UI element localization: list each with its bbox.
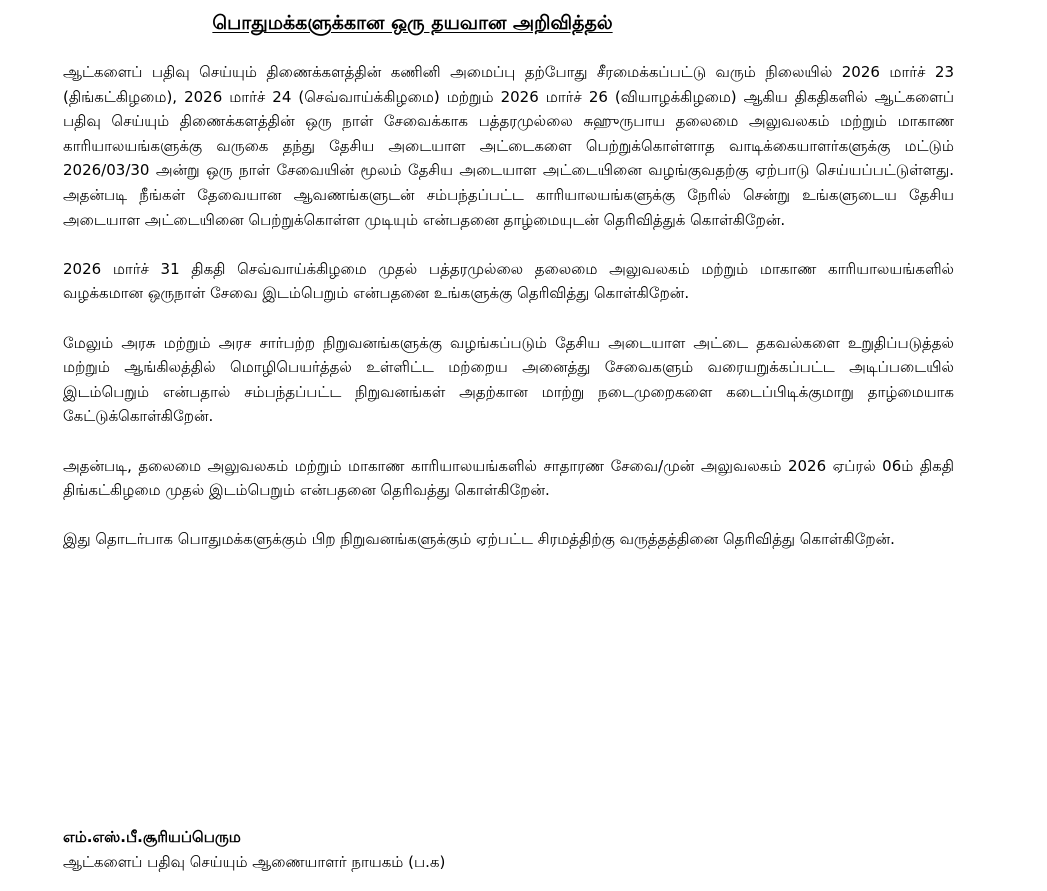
paragraph-one-day-service: ஆட்களைப் பதிவு செய்யும் திணைக்களத்தின் கணினி அமைப்பு தற்போது சீரமைக்கப்பட்டு வரும் நிலையில் 2026 மார்ச் 23 (திங்கட்கிழமை), 2026 மார்ச் 24 (செவ்வாய்க்கிழமை) மற்றும் 2026 மார்ச் 26 (வியாழக்கிழமை) ஆகிய திகதிகளில் ஆட்களைப் பதிவு செய்யும் திணைக்களத்தின் ஒரு நாள் சேவைக்காக பத்தரமுல்லை சுஹுருபாய தலைமை அலுவலகம் மற்றும் மாகாண காரியாலயங்களுக்கு வருகை தந்து தேசிய அடையாள அட்டைகளை பெற்றுக்கொள்ளாத வாடிக்கையாளர்களுக்கு மட்டும் 2026/03/30 அன்று ஒரு நாள் சேவையின் மூலம் தேசிய அடையாள அட்டையினை வழங்குவதற்கு ஏற்பாடு செய்யப்பட்டுள்ளது. அதன்படி நீங்கள் தேவையான ஆவணங்களுடன் சம்பந்தப்பட்ட காரியாலயங்களுக்கு நேரில் சென்று உங்களுடைய தேசிய அடையாள அட்டையினை பெற்றுக்கொள்ள முடியும் என்பதனை தாழ்மையுடன் தெரிவித்துக் கொள்கிறேன். — [63, 63, 954, 229]
notice-body — [63, 60, 954, 576]
signatory-designation: ஆட்களைப் பதிவு செய்யும் ஆணையாளர் நாயகம் (ப.க) — [63, 853, 446, 871]
signature-block — [63, 825, 445, 875]
paragraph-regular-service: 2026 மார்ச் 31 திகதி செவ்வாய்க்கிழமை முதல் பத்தரமுல்லை தலைமை அலுவலகம் மற்றும் மாகாண காரியாலயங்களில் வழக்கமான ஒருநாள் சேவை இடம்பெறும் என்பதனை உங்களுக்கு தெரிவித்து கொள்கிறேன். — [63, 259, 954, 303]
paragraph-front-office: அதன்படி, தலைமை அலுவலகம் மற்றும் மாகாண காரியாலயங்களில் சாதாரண சேவை/முன் அலுவலகம் 2026 ஏப்ரல் 06ம் திகதி திங்கட்கிழமை முதல் இடம்பெறும் என்பதனை தெரிவத்து கொள்கிறேன். — [63, 456, 954, 500]
paragraph-institution-services: மேலும் அரசு மற்றும் அரச சார்பற்ற நிறுவனங்களுக்கு வழங்கப்படும் தேசிய அடையாள அட்டை தகவல்களை உறுதிப்படுத்தல் மற்றும் ஆங்கிலத்தில் மொழிபெயர்த்தல் உள்ளிட்ட மற்றைய அனைத்து சேவைகளும் வரையறுக்கப்பட்ட அடிப்படையில் இடம்பெறும் என்பதால் சம்பந்தப்பட்ட நிறுவனங்கள் அதற்கான மாற்று நடைமுறைகளை கடைப்பிடிக்குமாறு தாழ்மையாக கேட்டுக்கொள்கிறேன். — [63, 333, 954, 426]
notice-title: பொதுமக்களுக்கான ஒரு தயவான அறிவித்தல் — [212, 12, 613, 34]
paragraph-apology: இது தொடர்பாக பொதுமக்களுக்கும் பிற நிறுவனங்களுக்கும் ஏற்பட்ட சிரமத்திற்கு வருத்தத்தினை தெரிவித்து கொள்கிறேன். — [63, 530, 895, 549]
signatory-name: எம்.எஸ்.பீ.சூரியப்பெரும — [63, 828, 241, 846]
